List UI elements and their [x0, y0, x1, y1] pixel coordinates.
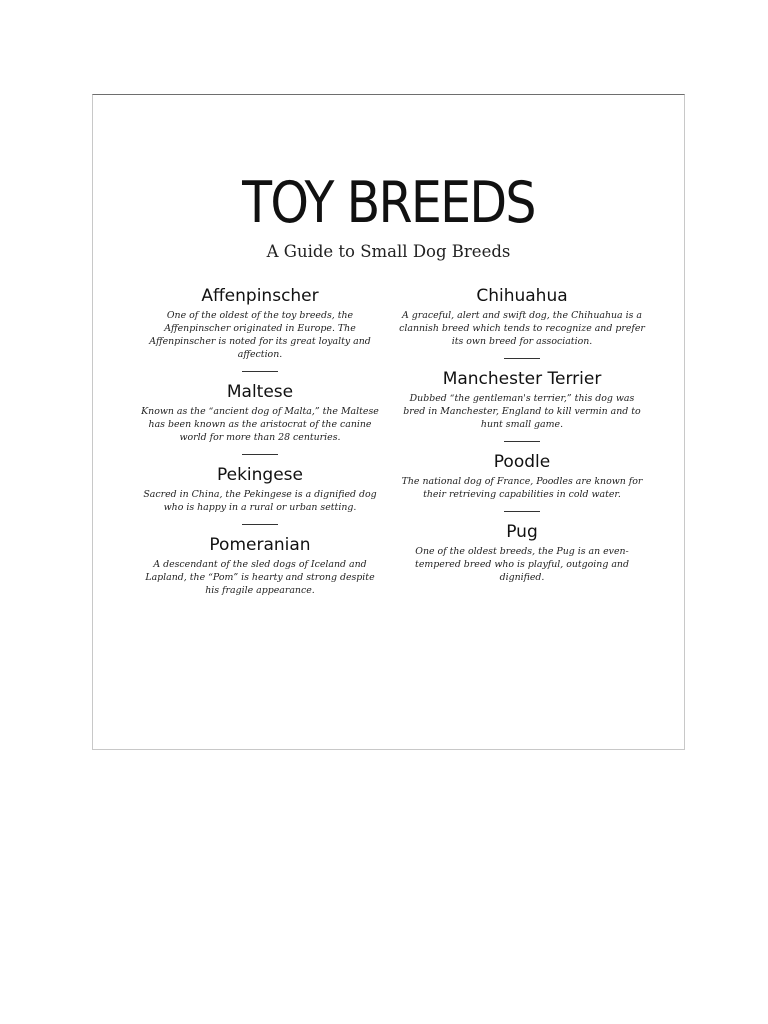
- breed-name: Pomeranian: [209, 535, 311, 555]
- breed-name: Pekingese: [216, 465, 303, 485]
- breed-description: A graceful, alert and swift dog, the Chihuahua is a clannish breed which tends to recognize and prefer its own breed for association.: [399, 310, 645, 347]
- breed-description: One of the oldest breeds, the Pug is an even-tempered breed who is playful, outgoing and dignified.: [415, 546, 629, 583]
- breed-name: Chihuahua: [476, 286, 568, 306]
- divider: [504, 511, 540, 512]
- divider: [504, 441, 540, 442]
- breed-entry: [395, 286, 649, 348]
- breed-description: The national dog of France, Poodles are known for their retrieving capabilities in cold water.: [401, 476, 643, 500]
- breed-name: Manchester Terrier: [442, 369, 602, 389]
- breed-name: Affenpinscher: [201, 286, 319, 306]
- breed-description: Known as the “ancient dog of Malta,” the Maltese has been known as the aristocrat of the canine world for more than 28 centuries.: [141, 406, 379, 443]
- breed-entry: [395, 522, 649, 584]
- divider: [504, 358, 540, 359]
- breed-name: Poodle: [493, 452, 551, 472]
- breed-description: Sacred in China, the Pekingese is a dignified dog who is happy in a rural or urban setting.: [143, 489, 377, 513]
- divider: [242, 454, 278, 455]
- breed-entry: [395, 452, 649, 501]
- breed-entry: [133, 535, 387, 597]
- left-column: [133, 286, 387, 597]
- breed-entry: [133, 286, 387, 361]
- breed-description: Dubbed “the gentleman's terrier,” this dog was bred in Manchester, England to kill vermin and to hunt small game.: [403, 393, 641, 430]
- document-subtitle: A Guide to Small Dog Breeds: [266, 242, 511, 261]
- divider: [242, 371, 278, 372]
- document-title: TOY BREEDS: [242, 170, 535, 236]
- divider: [242, 524, 278, 525]
- breed-entry: [395, 369, 649, 431]
- breed-description: A descendant of the sled dogs of Iceland and Lapland, the “Pom” is hearty and strong despite his fragile appearance.: [145, 559, 375, 596]
- breed-name: Pug: [506, 522, 538, 542]
- breed-description: One of the oldest of the toy breeds, the Affenpinscher originated in Europe. The Affenpinscher is noted for its great loyalty and affection.: [149, 310, 371, 360]
- right-column: [395, 286, 649, 584]
- breed-name: Maltese: [226, 382, 294, 402]
- breed-entry: [133, 465, 387, 514]
- document-page: [92, 94, 685, 750]
- breed-entry: [133, 382, 387, 444]
